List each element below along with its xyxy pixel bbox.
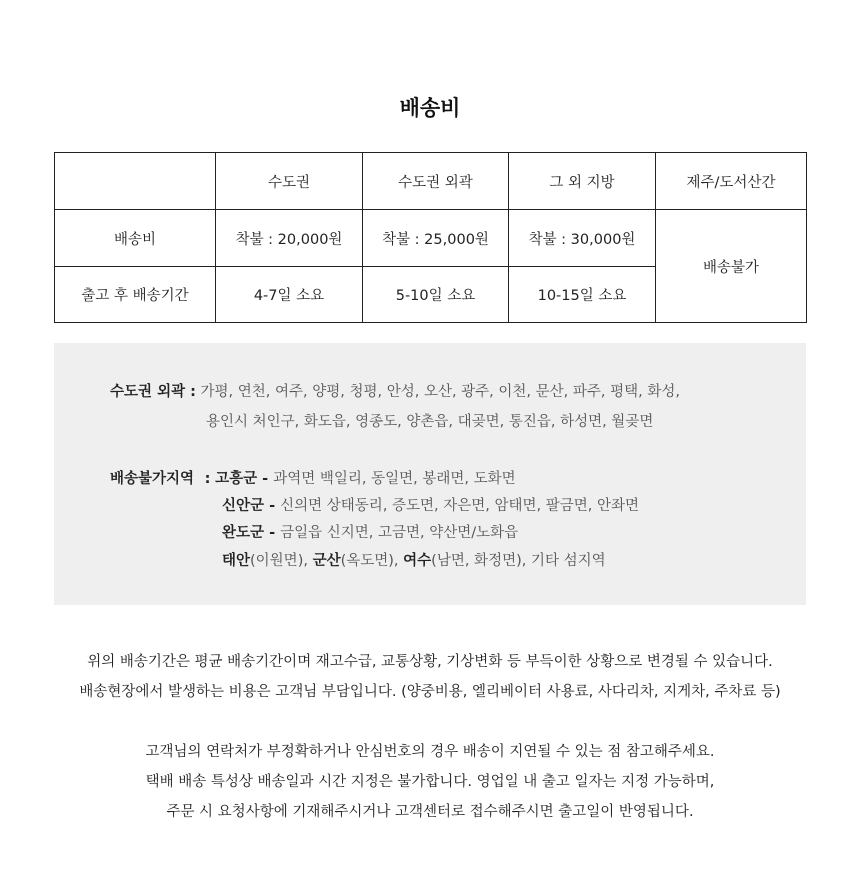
unavailable-colon: :: [204, 471, 211, 487]
outskirts-label: 수도권 외곽 :: [110, 384, 196, 400]
unavailable-line-4: [222, 549, 606, 570]
note-request-guide: 주문 시 요청사항에 기재해주시거나 고객센터로 접수해주시면 출고일이 반영됩니다.: [166, 804, 694, 820]
region-name-gunsan: 군산: [312, 553, 341, 569]
region-name-goheung: 고흥군: [215, 471, 258, 487]
unavailable-line-2: [222, 494, 639, 515]
note-date-designation: 택배 배송 특성상 배송일과 시간 지정은 불가합니다. 영업일 내 출고 일자는 지정 가능하며,: [145, 774, 715, 790]
period-other-regions: 10-15일 소요: [509, 267, 656, 323]
region-separator: -: [257, 471, 274, 487]
region-name-taean: 태안: [222, 553, 251, 569]
region-detail-sinan: 신의면 상태동리, 증도면, 자은면, 암태면, 팔금면, 안좌면: [280, 498, 640, 514]
table-header-capital: 수도권: [216, 153, 363, 210]
outskirts-line-1: [110, 380, 680, 401]
region-name-yeosu: 여수: [403, 553, 432, 569]
jeju-unavailable-cell: 배송불가: [656, 210, 807, 323]
period-capital-outskirts: 5-10일 소요: [363, 267, 509, 323]
table-header-empty: [55, 153, 216, 210]
region-name-wando: 완도군: [222, 525, 265, 541]
unavailable-line-3: [222, 521, 518, 542]
region-name-sinan: 신안군: [222, 498, 265, 514]
row-label-fee: 배송비: [55, 210, 216, 267]
region-detail-yeosu: (남면, 화정면), 기타 섬지역: [431, 553, 606, 569]
shipping-fee-table: [54, 152, 807, 323]
note-contact-info: 고객님의 연락처가 부정확하거나 안심번호의 경우 배송이 지연될 수 있는 점 참고해주세요.: [145, 744, 715, 760]
unavailable-line-1: [110, 467, 516, 488]
period-capital: 4-7일 소요: [216, 267, 363, 323]
table-row: [55, 210, 807, 267]
fee-other-regions: 착불 : 30,000원: [509, 210, 656, 267]
note-site-costs: 배송현장에서 발생하는 비용은 고객님 부담입니다. (양중비용, 엘리베이터 사용료, 사다리차, 지게차, 주차료 등): [79, 684, 781, 700]
region-info-box: [54, 343, 806, 605]
outskirts-regions-1: 가평, 연천, 여주, 양평, 청평, 안성, 오산, 광주, 이천, 문산, 파주, 평택, 화성,: [200, 384, 680, 400]
page-title: 배송비: [399, 96, 461, 120]
note-delivery-period: 위의 배송기간은 평균 배송기간이며 재고수급, 교통상황, 기상변화 등 부득이한 상황으로 변경될 수 있습니다.: [87, 654, 773, 670]
table-header-other-regions: 그 외 지방: [509, 153, 656, 210]
table-header-capital-outskirts: 수도권 외곽: [363, 153, 509, 210]
fee-capital: 착불 : 20,000원: [216, 210, 363, 267]
unavailable-label: 배송불가지역: [110, 471, 195, 487]
region-separator: -: [264, 525, 281, 541]
region-separator: -: [264, 498, 281, 514]
region-detail-taean: (이원면),: [250, 553, 313, 569]
table-header-jeju-islands: 제주/도서산간: [656, 153, 807, 210]
region-detail-goheung: 과역면 백일리, 동일면, 봉래면, 도화면: [273, 471, 516, 487]
fee-capital-outskirts: 착불 : 25,000원: [363, 210, 509, 267]
table-header-row: [55, 153, 807, 210]
row-label-delivery-period: 출고 후 배송기간: [55, 267, 216, 323]
region-detail-wando: 금일읍 신지면, 고금면, 약산면/노화읍: [280, 525, 519, 541]
region-detail-gunsan: (옥도면),: [340, 553, 404, 569]
outskirts-regions-2: 용인시 처인구, 화도읍, 영종도, 양촌읍, 대곶면, 통진읍, 하성면, 월곶면: [206, 414, 654, 430]
